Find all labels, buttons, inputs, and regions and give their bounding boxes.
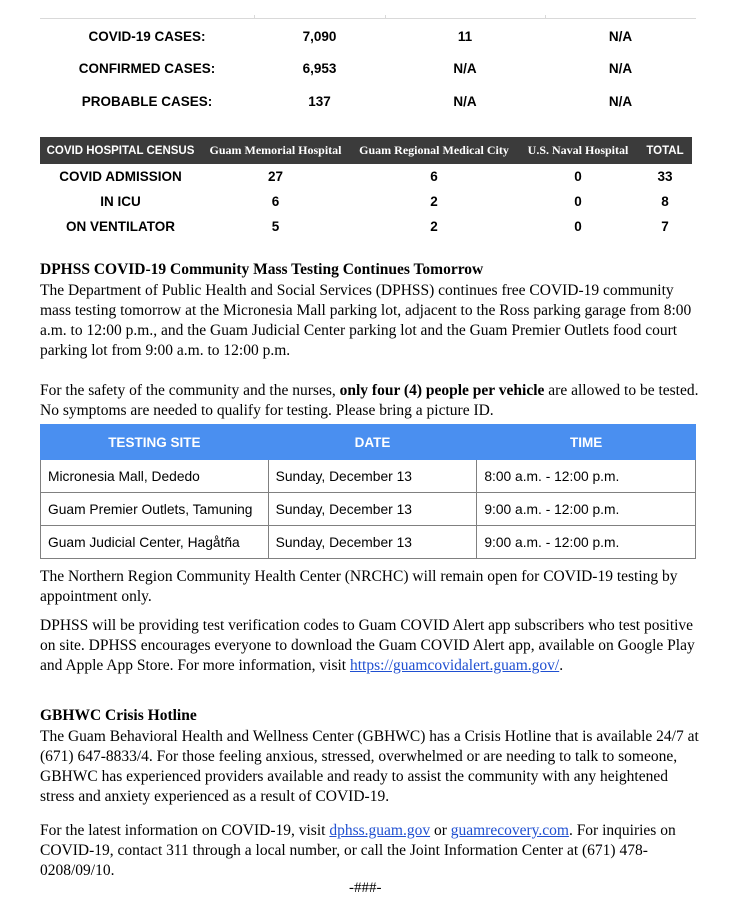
table-header-row bbox=[40, 137, 692, 164]
table-header-row bbox=[41, 425, 696, 460]
column-header: TESTING SITE bbox=[41, 425, 269, 460]
table-row bbox=[40, 85, 696, 118]
census-value: 6 bbox=[430, 169, 438, 184]
column-header: COVID HOSPITAL CENSUS bbox=[40, 137, 201, 164]
safety-paragraph bbox=[40, 381, 700, 421]
column-header: U.S. Naval Hospital bbox=[518, 137, 638, 164]
case-value: 137 bbox=[308, 93, 331, 109]
case-label: PROBABLE CASES: bbox=[81, 93, 213, 109]
site-time: 9:00 a.m. - 12:00 p.m. bbox=[477, 493, 696, 526]
case-value: N/A bbox=[608, 93, 633, 109]
testing-heading: DPHSS COVID-19 Community Mass Testing Continues Tomorrow bbox=[40, 261, 484, 278]
column-header: Guam Regional Medical City bbox=[350, 137, 518, 164]
census-value: 0 bbox=[574, 169, 582, 184]
column-header: TIME bbox=[477, 425, 696, 460]
case-value: 7,090 bbox=[302, 28, 337, 44]
alert-app-end: . bbox=[559, 657, 564, 674]
nrchc-paragraph: The Northern Region Community Health Center (NRCHC) will remain open for COVID-19 testing by appointment only. bbox=[40, 568, 678, 605]
dphss-link[interactable]: dphss.guam.gov bbox=[329, 822, 431, 839]
case-value: 6,953 bbox=[302, 61, 337, 77]
census-label: ON VENTILATOR bbox=[65, 219, 175, 234]
census-value: 0 bbox=[574, 194, 582, 209]
testing-sites-table bbox=[40, 424, 696, 559]
census-value: 6 bbox=[271, 194, 280, 209]
table-row bbox=[41, 460, 696, 493]
census-total: 8 bbox=[661, 194, 669, 209]
hospital-census-table bbox=[40, 137, 692, 239]
hotline-paragraph: The Guam Behavioral Health and Wellness Center (GBHWC) has a Crisis Hotline that is available 24/7 at (671) 647-8833/4. For those feeling anxious, stressed, overwhelmed or are needing to talk to someone, GBHWC has experienced providers available and ready to assist the community with any heightened stress and anxiety experienced as a result of COVID-19. bbox=[40, 728, 699, 805]
latest-text: For the latest information on COVID-19, visit bbox=[40, 822, 330, 839]
alert-app-paragraph bbox=[40, 616, 700, 676]
top-table-rule bbox=[40, 18, 696, 19]
column-header: DATE bbox=[268, 425, 477, 460]
case-value: N/A bbox=[608, 28, 633, 44]
table-row bbox=[40, 20, 696, 53]
site-name: Guam Premier Outlets, Tamuning bbox=[41, 493, 269, 526]
case-summary-table bbox=[40, 20, 696, 118]
safety-text: are allowed to be tested. No symptoms are needed to qualify for testing. Please bring a picture ID. bbox=[40, 382, 699, 419]
case-value: 11 bbox=[457, 28, 473, 44]
site-name: Guam Judicial Center, Hagåtña bbox=[41, 526, 269, 559]
table-row bbox=[40, 189, 692, 214]
table-row bbox=[40, 214, 692, 239]
case-label: CONFIRMED CASES: bbox=[78, 61, 216, 77]
safety-emphasis: only four (4) people per vehicle bbox=[339, 382, 545, 399]
census-value: 27 bbox=[267, 169, 284, 184]
site-date: Sunday, December 13 bbox=[268, 460, 477, 493]
site-date: Sunday, December 13 bbox=[268, 493, 477, 526]
table-row bbox=[40, 164, 692, 189]
site-time: 9:00 a.m. - 12:00 p.m. bbox=[477, 526, 696, 559]
table-row bbox=[41, 493, 696, 526]
latest-info-paragraph bbox=[40, 821, 700, 881]
hotline-heading: GBHWC Crisis Hotline bbox=[40, 707, 197, 724]
alert-app-link[interactable]: https://guamcovidalert.guam.gov/ bbox=[349, 657, 560, 674]
case-value: N/A bbox=[453, 61, 477, 77]
census-value: 5 bbox=[271, 219, 280, 234]
alert-app-text: DPHSS will be providing test verification codes to Guam COVID Alert app subscribers who test positive on site. DPHSS encourages everyone to download the Guam COVID Alert app, available on Google Play and Apple App Store. For more information, visit bbox=[40, 617, 695, 674]
site-time: 8:00 a.m. - 12:00 p.m. bbox=[477, 460, 696, 493]
case-value: N/A bbox=[608, 61, 633, 77]
guamrecovery-link[interactable]: guamrecovery.com bbox=[450, 822, 569, 839]
census-label: COVID ADMISSION bbox=[59, 169, 182, 184]
safety-text: For the safety of the community and the nurses, bbox=[40, 382, 340, 399]
census-value: 2 bbox=[430, 194, 438, 209]
census-total: 7 bbox=[661, 219, 669, 234]
testing-paragraph: The Department of Public Health and Social Services (DPHSS) continues free COVID-19 community mass testing tomorrow at the Micronesia Mall parking lot, adjacent to the Ross parking garage from 8:00 a.m. to 12:00 p.m., and the Guam Judicial Center parking lot and the Guam Premier Outlets food court parking lot from 9:00 a.m. to 12:00 p.m. bbox=[40, 282, 692, 359]
census-value: 0 bbox=[574, 219, 582, 234]
column-header: Guam Memorial Hospital bbox=[201, 137, 350, 164]
census-value: 2 bbox=[430, 219, 438, 234]
site-date: Sunday, December 13 bbox=[268, 526, 477, 559]
table-row bbox=[41, 526, 696, 559]
table-row bbox=[40, 53, 696, 86]
census-label: IN ICU bbox=[100, 194, 141, 209]
latest-text: or bbox=[430, 822, 451, 839]
end-mark: -###- bbox=[349, 880, 382, 896]
census-total: 33 bbox=[657, 169, 673, 184]
site-name: Micronesia Mall, Dededo bbox=[41, 460, 269, 493]
case-value: N/A bbox=[453, 93, 477, 109]
case-label: COVID-19 CASES: bbox=[88, 28, 206, 44]
column-header: TOTAL bbox=[638, 137, 692, 164]
latest-text: . For inquiries on COVID-19, contact 311 through a local number, or call the Joint Information Center at (671) 478-0208/09/10. bbox=[40, 822, 676, 879]
